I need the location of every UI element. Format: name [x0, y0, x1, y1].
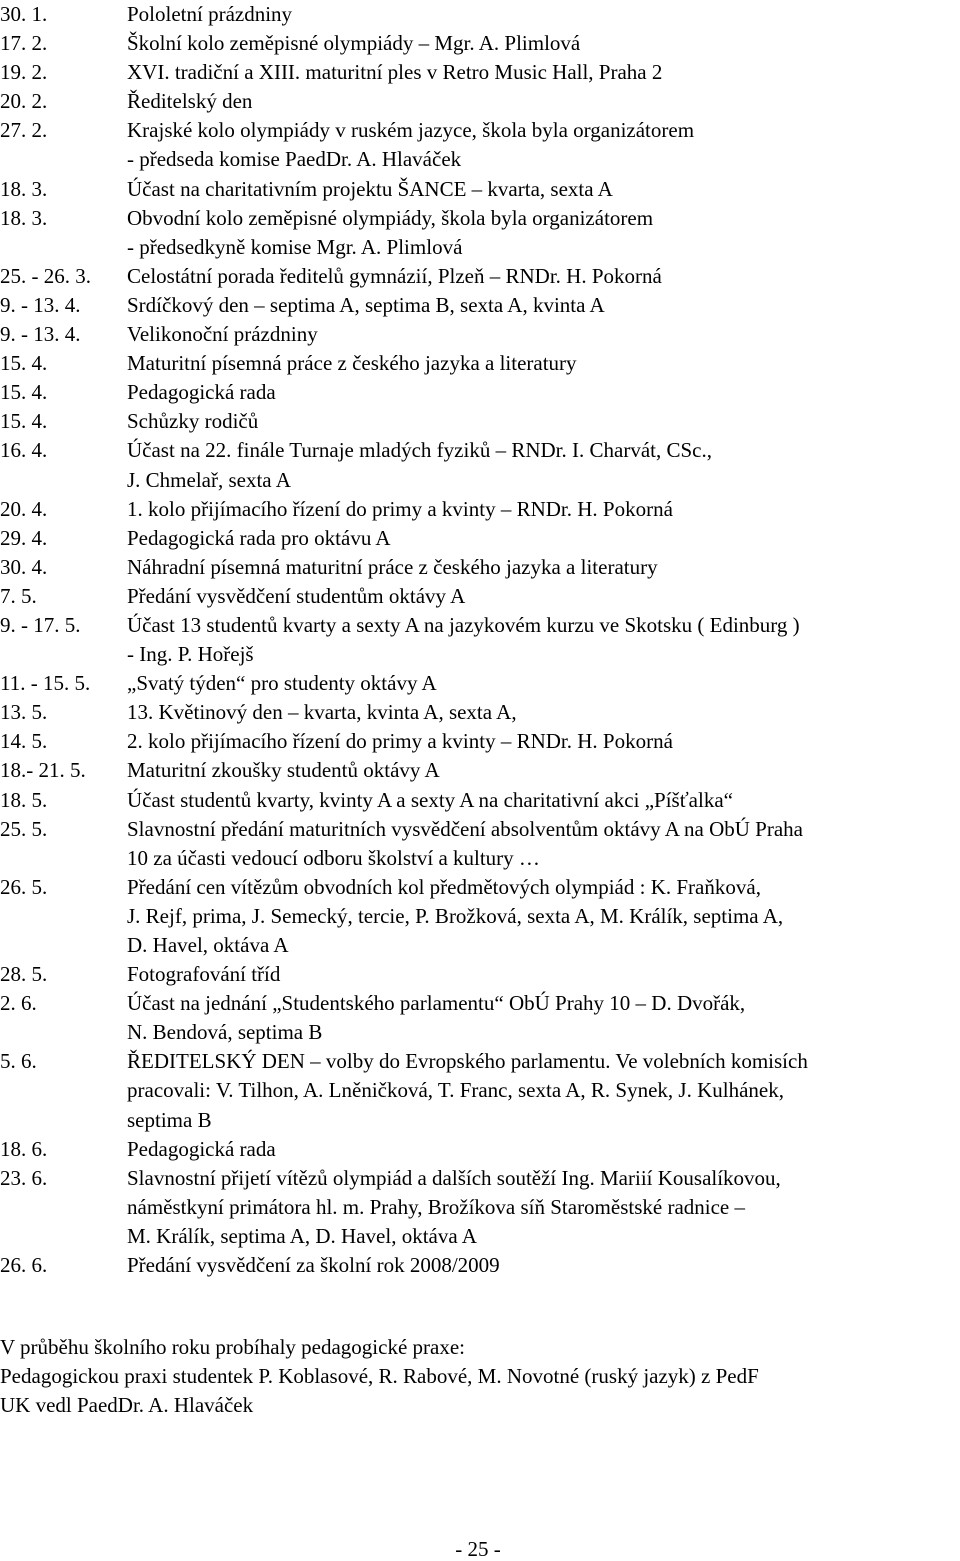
- event-description: [127, 378, 960, 407]
- event-row: [0, 204, 960, 262]
- event-date: 23. 6.: [0, 1165, 48, 1190]
- event-description-line: J. Chmelař, sexta A: [127, 467, 291, 492]
- event-description-line: N. Bendová, septima B: [127, 1020, 323, 1045]
- page-number-text: - 25 -: [455, 1537, 501, 1561]
- event-date: 26. 5.: [0, 874, 48, 899]
- event-description-line: Předání cen vítězům obvodních kol předmětových olympiád : K. Fraňková,: [127, 874, 761, 899]
- event-description: [127, 611, 960, 669]
- event-date: 30. 1.: [0, 2, 48, 26]
- event-date: 15. 4.: [0, 351, 48, 376]
- event-row: [0, 553, 960, 582]
- event-row: [0, 524, 960, 553]
- event-description-line: Předání vysvědčení studentům oktávy A: [127, 583, 466, 608]
- event-description-line: M. Králík, septima A, D. Havel, oktáva A: [127, 1223, 477, 1248]
- event-description: [127, 436, 960, 494]
- event-date: 25. - 26. 3.: [0, 263, 91, 288]
- event-date: 2. 6.: [0, 991, 37, 1016]
- event-description-line: Účast na charitativním projektu ŠANCE – kvarta, sexta A: [127, 176, 613, 201]
- event-description: [127, 349, 960, 378]
- event-description-line: Schůzky rodičů: [127, 409, 259, 434]
- event-description-line: Předání vysvědčení za školní rok 2008/2009: [127, 1253, 500, 1278]
- event-description-line: septima B: [127, 1107, 212, 1132]
- event-date: 15. 4.: [0, 409, 48, 434]
- event-description: [127, 1164, 960, 1251]
- event-date: 9. - 17. 5.: [0, 612, 81, 637]
- event-row: [0, 495, 960, 524]
- event-description: [127, 320, 960, 349]
- event-row: [0, 698, 960, 727]
- event-row: [0, 378, 960, 407]
- event-description: [127, 1251, 960, 1280]
- event-date: 18. 3.: [0, 205, 48, 230]
- event-row: [0, 611, 960, 669]
- event-description: [127, 262, 960, 291]
- event-description-line: „Svatý týden“ pro studenty oktávy A: [127, 671, 437, 696]
- event-date: 18. 3.: [0, 176, 48, 201]
- event-description: [127, 87, 960, 116]
- event-row: [0, 1251, 960, 1280]
- event-row: [0, 989, 960, 1047]
- event-row: [0, 58, 960, 87]
- event-row: [0, 262, 960, 291]
- event-description: [127, 553, 960, 582]
- event-description-line: Celostátní porada ředitelů gymnázií, Plzeň – RNDr. H. Pokorná: [127, 263, 662, 288]
- event-date: 7. 5.: [0, 583, 37, 608]
- event-description-line: Pololetní prázdniny: [127, 2, 293, 26]
- event-description-line: - předsedkyně komise Mgr. A. Plimlová: [127, 234, 463, 259]
- event-row: [0, 582, 960, 611]
- event-description-line: Slavnostní přijetí vítězů olympiád a dalších soutěží Ing. Mariií Kousalíkovou,: [127, 1165, 781, 1190]
- event-description: [127, 786, 960, 815]
- event-date: 15. 4.: [0, 380, 48, 405]
- event-description: [127, 756, 960, 785]
- event-description: [127, 58, 960, 87]
- event-description: [127, 727, 960, 756]
- event-description-line: Srdíčkový den – septima A, septima B, sexta A, kvinta A: [127, 292, 605, 317]
- event-row: [0, 320, 960, 349]
- event-description-line: D. Havel, oktáva A: [127, 933, 289, 957]
- event-date: 5. 6.: [0, 1049, 37, 1074]
- event-description-line: J. Rejf, prima, J. Semecký, tercie, P. Brožková, sexta A, M. Králík, septima A,: [127, 903, 784, 928]
- event-description-line: Fotografování tříd: [127, 962, 281, 987]
- event-description-line: - předseda komise PaedDr. A. Hlaváček: [127, 147, 462, 172]
- event-date: 13. 5.: [0, 700, 48, 725]
- event-description-line: Maturitní zkoušky studentů oktávy A: [127, 758, 440, 783]
- event-date: 14. 5.: [0, 729, 48, 754]
- event-description: [127, 116, 960, 174]
- event-description-line: Slavnostní předání maturitních vysvědčení absolventům oktávy A na ObÚ Praha: [127, 816, 803, 841]
- event-date: 9. - 13. 4.: [0, 292, 81, 317]
- event-description: [127, 407, 960, 436]
- event-description-line: Účast na 22. finále Turnaje mladých fyziků – RNDr. I. Charvát, CSc.,: [127, 438, 712, 463]
- event-description-line: Pedagogická rada: [127, 380, 276, 405]
- event-date: 18. 5.: [0, 787, 48, 812]
- event-row: [0, 175, 960, 204]
- event-row: [0, 873, 960, 960]
- event-date: 30. 4.: [0, 554, 48, 579]
- event-date: 25. 5.: [0, 816, 48, 841]
- event-description-line: Maturitní písemná práce z českého jazyka a literatury: [127, 351, 577, 376]
- event-description: [127, 989, 960, 1047]
- praxe-section: [0, 1333, 960, 1420]
- event-row: [0, 960, 960, 989]
- event-date: 27. 2.: [0, 118, 48, 143]
- page-number: [0, 1537, 960, 1561]
- event-description: [127, 495, 960, 524]
- event-date: 16. 4.: [0, 438, 48, 463]
- event-row: [0, 291, 960, 320]
- event-date: 11. - 15. 5.: [0, 671, 91, 696]
- event-description-line: ŘEDITELSKÝ DEN – volby do Evropského parlamentu. Ve volebních komisích: [127, 1049, 808, 1074]
- event-description-line: 10 za účasti vedoucí odboru školství a kultury …: [127, 845, 540, 870]
- event-description: [127, 29, 960, 58]
- event-description-line: Ředitelský den: [127, 89, 253, 114]
- event-row: [0, 727, 960, 756]
- event-description: [127, 0, 960, 29]
- event-description-line: Pedagogická rada pro oktávu A: [127, 525, 391, 550]
- event-description-line: Školní kolo zeměpisné olympiády – Mgr. A. Plimlová: [127, 31, 581, 56]
- event-description: [127, 815, 960, 873]
- event-date: 19. 2.: [0, 60, 48, 85]
- event-row: [0, 1164, 960, 1251]
- event-description-line: náměstkyní primátora hl. m. Prahy, Brožíkova síň Staroměstské radnice –: [127, 1194, 746, 1219]
- event-description: [127, 175, 960, 204]
- event-description-line: Pedagogická rada: [127, 1136, 276, 1161]
- event-date: 18.- 21. 5.: [0, 758, 86, 783]
- event-description: [127, 582, 960, 611]
- praxe-heading: V průběhu školního roku probíhaly pedagogické praxe:: [0, 1335, 466, 1359]
- event-description: [127, 204, 960, 262]
- event-row: [0, 349, 960, 378]
- event-description: [127, 669, 960, 698]
- event-description-line: 13. Květinový den – kvarta, kvinta A, sexta A,: [127, 700, 517, 725]
- event-row: [0, 1047, 960, 1134]
- event-date: 17. 2.: [0, 31, 48, 56]
- event-row: [0, 669, 960, 698]
- event-description-line: Účast studentů kvarty, kvinty A a sexty A na charitativní akci „Píšťalka“: [127, 787, 733, 812]
- event-description-line: Krajské kolo olympiády v ruském jazyce, škola byla organizátorem: [127, 118, 695, 143]
- event-description-line: 2. kolo přijímacího řízení do primy a kvinty – RNDr. H. Pokorná: [127, 729, 673, 754]
- event-description: [127, 698, 960, 727]
- event-row: [0, 756, 960, 785]
- event-row: [0, 815, 960, 873]
- event-row: [0, 87, 960, 116]
- event-description: [127, 1047, 960, 1134]
- event-date: 28. 5.: [0, 962, 48, 987]
- event-date: 29. 4.: [0, 525, 48, 550]
- event-description-line: Obvodní kolo zeměpisné olympiády, škola byla organizátorem: [127, 205, 654, 230]
- event-description-line: - Ing. P. Hořejš: [127, 642, 254, 667]
- event-row: [0, 116, 960, 174]
- event-description-line: Velikonoční prázdniny: [127, 322, 318, 347]
- event-description: [127, 873, 960, 960]
- event-description-line: pracovali: V. Tilhon, A. Lněničková, T. Franc, sexta A, R. Synek, J. Kulhánek,: [127, 1078, 784, 1103]
- event-date: 18. 6.: [0, 1136, 48, 1161]
- event-row: [0, 786, 960, 815]
- event-row: [0, 436, 960, 494]
- event-description: [127, 1135, 960, 1164]
- event-description: [127, 960, 960, 989]
- event-row: [0, 1135, 960, 1164]
- event-description: [127, 524, 960, 553]
- event-description: [127, 291, 960, 320]
- event-date: 26. 6.: [0, 1253, 48, 1278]
- praxe-text-line: Pedagogickou praxi studentek P. Koblasové, R. Rabové, M. Novotné (ruský jazyk) z PedF: [0, 1364, 759, 1389]
- event-description-line: Náhradní písemná maturitní práce z českého jazyka a literatury: [127, 554, 658, 579]
- event-description-line: Účast 13 studentů kvarty a sexty A na jazykovém kurzu ve Skotsku ( Edinburg ): [127, 612, 800, 637]
- event-date: 9. - 13. 4.: [0, 322, 81, 347]
- event-row: [0, 407, 960, 436]
- event-date: 20. 2.: [0, 89, 48, 114]
- event-description-line: Účast na jednání „Studentského parlamentu“ ObÚ Prahy 10 – D. Dvořák,: [127, 991, 746, 1016]
- event-description-line: XVI. tradiční a XIII. maturitní ples v Retro Music Hall, Praha 2: [127, 60, 663, 85]
- event-date: 20. 4.: [0, 496, 48, 521]
- event-row: [0, 29, 960, 58]
- event-row: [0, 0, 960, 29]
- praxe-text-line: UK vedl PaedDr. A. Hlaváček: [0, 1393, 254, 1418]
- event-description-line: 1. kolo přijímacího řízení do primy a kvinty – RNDr. H. Pokorná: [127, 496, 673, 521]
